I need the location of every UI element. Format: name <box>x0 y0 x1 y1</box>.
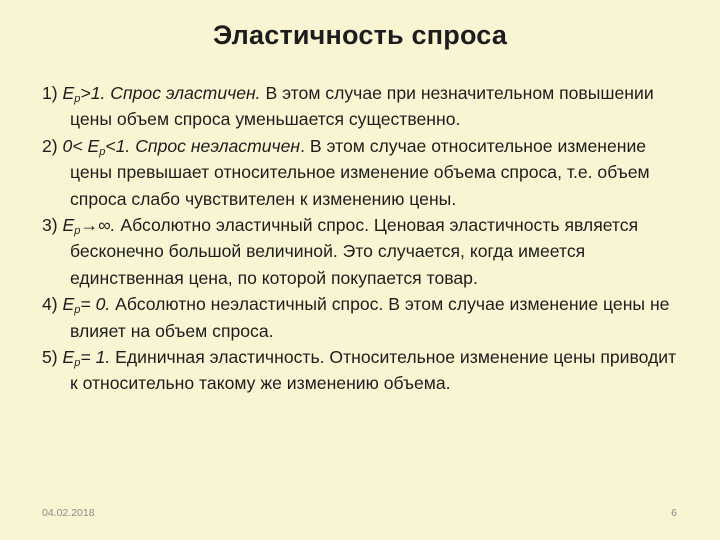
formula-condition: >1. Спрос эластичен. <box>80 83 261 103</box>
item-number: 4) <box>42 294 63 315</box>
item-text: Единичная эластичность. Относительное изменение цены приводит к относительно такому же изменению объема. <box>70 347 677 394</box>
item-text: Абсолютно неэластичный спрос. В этом случае изменение цены не влияет на объем спроса. <box>70 294 670 341</box>
formula-subscript: p <box>99 145 106 158</box>
formula-subscript: p <box>74 357 81 370</box>
item-number: 1) <box>42 83 63 103</box>
list-item-5 <box>42 344 682 397</box>
formula-condition: <1. Спрос неэластичен <box>105 135 301 156</box>
formula-condition: →∞. <box>80 215 116 236</box>
formula-symbol: E <box>62 294 75 315</box>
slide-body <box>42 80 682 397</box>
formula-condition: = 1. <box>80 347 111 368</box>
formula-subscript: p <box>74 225 81 238</box>
slide-title: Эластичность спроса <box>212 20 508 50</box>
list-item-4 <box>42 291 682 344</box>
formula-prefix: 0< <box>62 135 88 156</box>
item-text: В этом случае при незначительном повышении цены объем спроса уменьшается существенно. <box>70 83 654 130</box>
list-item-3 <box>42 212 682 291</box>
formula-symbol: E <box>62 215 75 236</box>
item-number: 3) <box>42 215 63 236</box>
footer-date: 04.02.2018 <box>42 507 95 519</box>
item-text: Абсолютно эластичный спрос. Ценовая эластичность является бесконечно большой величиной. Это случается, когда имеется единственная цена, по которой покупается товар. <box>70 215 639 288</box>
formula-symbol: E <box>62 347 75 368</box>
item-number: 2) <box>42 135 63 156</box>
formula-symbol: E <box>62 83 75 103</box>
formula-condition: = 0. <box>80 294 111 315</box>
item-number: 5) <box>42 347 63 368</box>
formula-subscript: p <box>74 304 81 317</box>
list-item-1 <box>42 80 682 133</box>
formula-subscript: p <box>74 93 81 105</box>
item-text: . В этом случае относительное изменение цены превышает относительное изменение объема спроса, т.е. объем спроса слабо чувствителен к изменению цены. <box>70 135 650 209</box>
formula-symbol: E <box>87 135 100 156</box>
page-number: 6 <box>671 507 677 519</box>
list-item-2 <box>42 133 682 212</box>
